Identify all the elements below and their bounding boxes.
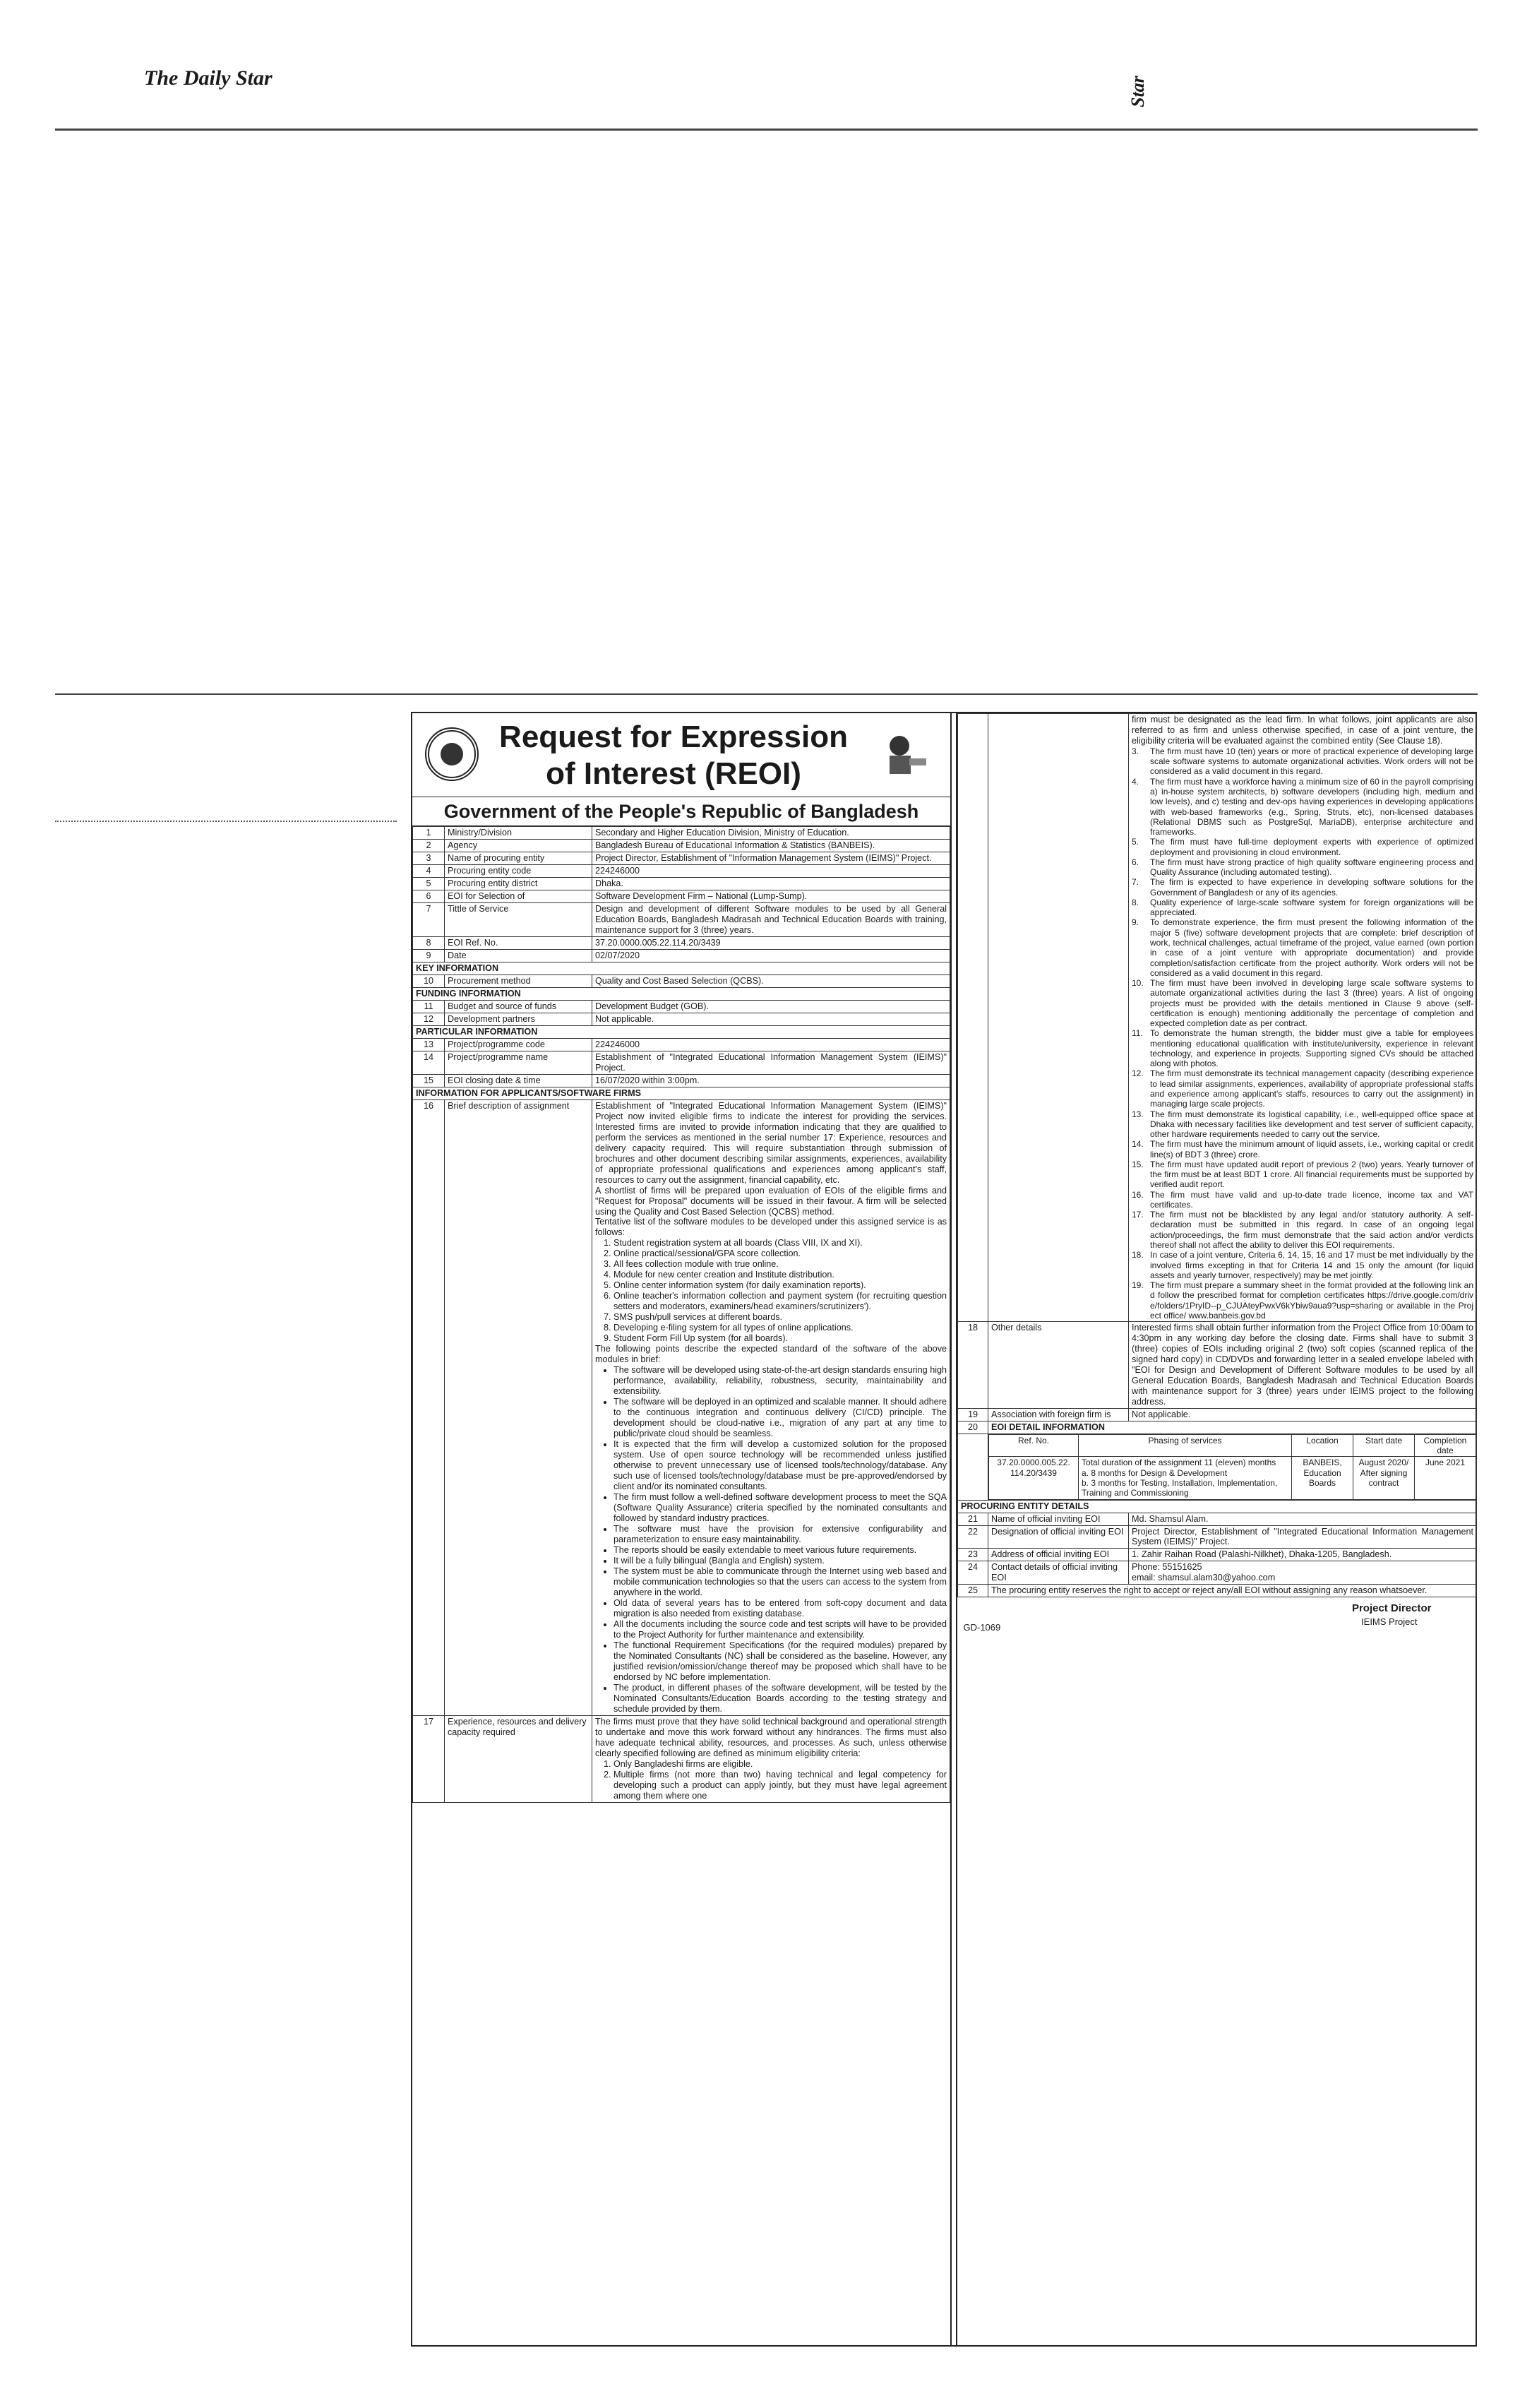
criteria-list	[595, 1759, 947, 1801]
row-label: Date	[445, 949, 592, 962]
list-item: 10. The firm must have been involved in developing large scale software systems to automate organizational activities during the last 3 (three) years. A list of ongoing projects must be provided with the details mentioned in Clause 9 above (self-certification is enough) mentioning additionally the percentage of completion and expected completion date as per contract.	[1132, 978, 1473, 1029]
section-heading: INFORMATION FOR APPLICANTS/SOFTWARE FIRMS	[413, 1087, 950, 1099]
module-list	[595, 1238, 947, 1344]
table-header	[989, 1434, 1476, 1457]
eligibility-criteria	[592, 1715, 950, 1802]
list-item: 4. Module for new center creation and Institute distribution.	[614, 1270, 947, 1280]
row-number: 20	[958, 1421, 988, 1434]
row-number: 9	[413, 949, 445, 962]
table-row	[413, 827, 950, 840]
paragraph: Establishment of "Integrated Educational Information Management System (IEIMS)" Project now invited eligible firms to indicate the interest for providing the services. Interested firms are invited to provide information indicating that they are qualified to perform the services as mentioned in the serial number 17: Experience, resources and delivery capacity required. This will require substantiation through submission of brochures and other document describing similar assignments, experiences, availability of appropriate professional qualifications and experiences among applicant's staff, resources to carry out the assignment, financial capability, etc.	[595, 1100, 947, 1185]
table-row	[413, 839, 950, 852]
table-row	[958, 1549, 1477, 1561]
row-label: EOI Ref. No.	[445, 936, 592, 949]
row-label: Budget and source of funds	[445, 1000, 592, 1013]
table-row	[413, 974, 950, 987]
list-item: 7. The firm is expected to have experience in developing software solutions for the Government of Bangladesh or any of its agencies.	[1132, 877, 1473, 898]
table-row	[413, 902, 950, 936]
table-cell: BANBEIS, Education Boards	[1292, 1457, 1353, 1499]
ad-header	[412, 713, 950, 797]
row-label: Tittle of Service	[445, 902, 592, 936]
row-label: EOI DETAIL INFORMATION	[988, 1421, 1477, 1434]
assignment-description	[592, 1099, 950, 1715]
row-number: 21	[958, 1513, 988, 1525]
list-item: 14. The firm must have the minimum amount of liquid assets, i.e., working capital or credit line(s) of BDT 3 (three) crore.	[1132, 1139, 1473, 1160]
section-heading: FUNDING INFORMATION	[413, 987, 950, 1000]
row-label: Name of procuring entity	[445, 852, 592, 864]
table-row	[413, 1051, 950, 1074]
middle-rule	[55, 693, 1478, 695]
row-label: Procuring entity code	[445, 864, 592, 877]
list-item: 5. The firm must have full-time deployment experts with experience of optimized deployment and provisioning in cloud environment.	[1132, 837, 1473, 857]
government-heading: Government of the People's Republic of Bangladesh	[412, 797, 950, 826]
paragraph: The firms must prove that they have solid technical background and operational strength to undertake and move this work forward without any hindrances. The firms must also have adequate technical ability, resources, and processes. As such, unless otherwise clearly specified following are defined as minimum eligibility criteria:	[595, 1716, 947, 1758]
government-seal-icon	[425, 727, 479, 781]
row-value: Project Director, Establishment of "Information Management System (IEIMS)" Project.	[592, 852, 950, 864]
row-number: 17	[413, 1715, 445, 1802]
top-rule	[55, 129, 1478, 131]
list-item: • Old data of several years has to be entered from soft-copy document and data migration is also needed from existing database.	[614, 1598, 947, 1619]
table-row	[413, 1038, 950, 1051]
table-row	[958, 1408, 1477, 1421]
list-item: • The functional Requirement Specifications (for the required modules) prepared by the Nominated Consultants (NC) shall be considered as the baseline. However, any justified revision/omission/change thereof may be proposed which shall have to be endorsed by NC before implementation.	[614, 1640, 947, 1683]
row-number: 3	[413, 852, 445, 864]
list-item: 6. The firm must have strong practice of high quality software engineering process and Quality Assurance (including automated testing).	[1132, 857, 1473, 878]
row-value: 224246000	[592, 1038, 950, 1051]
paragraph: The following points describe the expected standard of the software of the above modules in brief:	[595, 1344, 947, 1365]
row-value: 224246000	[592, 864, 950, 877]
list-item: • The product, in different phases of the software development, will be tested by the Nominated Consultants/Education Boards according to the testing strategy and schedule provided by them.	[614, 1683, 947, 1715]
reoi-table-left	[412, 826, 950, 1803]
table-row	[413, 852, 950, 864]
row-number: 24	[958, 1561, 988, 1585]
row-number: 16	[413, 1099, 445, 1715]
table-row	[413, 949, 950, 962]
row-label: Project/programme code	[445, 1038, 592, 1051]
row-number: 12	[413, 1013, 445, 1025]
row-label: Experience, resources and delivery capacity required	[445, 1715, 592, 1802]
row-value: Development Budget (GOB).	[592, 1000, 950, 1013]
row-value: Bangladesh Bureau of Educational Information & Statistics (BANBEIS).	[592, 839, 950, 852]
column-header: Ref. No.	[989, 1434, 1079, 1457]
row-number: 2	[413, 839, 445, 852]
table-row	[958, 1322, 1477, 1409]
standard-list	[595, 1365, 947, 1714]
table-row	[413, 1715, 950, 1802]
row-value: Md. Shamsul Alam.	[1129, 1513, 1477, 1525]
row-number: 18	[958, 1322, 988, 1409]
row-value: Phone: 55151625 email: shamsul.alam30@yahoo.com	[1129, 1561, 1477, 1585]
side-dotted-rule	[55, 821, 397, 822]
list-item: 18. In case of a joint venture, Criteria 6, 14, 15, 16 and 17 must be met individually by the involved firms excepting in that for Criteria 14 and 15 only the amount (for liquid assets and yearly turnover, respectively) may be met jointly.	[1132, 1250, 1473, 1280]
table-row	[958, 1585, 1477, 1597]
row-value: Design and development of different Software modules to be used by all General Education Boards, Bangladesh Madrasah and Technical Education Boards with training, maintenance support for 3 (three) years.	[592, 902, 950, 936]
row-number: 1	[413, 827, 445, 840]
list-item: 5. Online center information system (for daily examination reports).	[614, 1280, 947, 1291]
row-number: 6	[413, 890, 445, 902]
list-item: 16. The firm must have valid and up-to-date trade licence, income tax and VAT certificates.	[1132, 1189, 1473, 1210]
row-label: Address of official inviting EOI	[988, 1549, 1129, 1561]
table-row	[413, 1099, 950, 1715]
paragraph: Tentative list of the software modules to be developed under this assigned service is as follows:	[595, 1217, 947, 1238]
list-item: 4. The firm must have a workforce having a minimum size of 60 in the payroll comprising a) in-house system architects, b) software developers (including high, medium and low levels), and c) testing and dev-ops having experiences in developing applications with web-based frameworks (e.g., Spring, Struts, etc), non-licensed databases (Relational DBMS such as PostgreSql, MariaDB), enterprise architecture and frameworks.	[1132, 776, 1473, 838]
row-label: Contact details of official inviting EOI	[988, 1561, 1129, 1585]
row-number: 14	[413, 1051, 445, 1074]
eoi-detail-table	[988, 1434, 1476, 1500]
list-item: 8. Developing e-filing system for all types of online applications.	[614, 1323, 947, 1333]
list-item: 11. To demonstrate the human strength, the bidder must give a table for employees mentioning educational qualification with institute/university, experience in relevant technology, and experience in projects. Supporting signed CVs should be attached along with photos.	[1132, 1028, 1473, 1069]
list-item: 1. Student registration system at all boards (Class VIII, IX and XI).	[614, 1238, 947, 1248]
row-value: Quality and Cost Based Selection (QCBS).	[592, 974, 950, 987]
row-number: 11	[413, 1000, 445, 1013]
list-item: • The firm must follow a well-defined software development process to meet the SQA (Software Quality Assurance) criteria specified by the nominated consultants and followed by standard industry practices.	[614, 1492, 947, 1524]
list-item: • It will be a fully bilingual (Bangla and English) system.	[614, 1556, 947, 1566]
row-number: 15	[413, 1074, 445, 1087]
row-value: Project Director, Establishment of "Integrated Educational Information Management System (IEIMS)" Project.	[1129, 1525, 1477, 1549]
list-item: • The software will be developed using state-of-the-art design standards ensuring high performance, availability, reliability, robustness, security, maintainability and extensibility.	[614, 1365, 947, 1397]
table-row	[413, 877, 950, 890]
table-row	[958, 1561, 1477, 1585]
row-number: 25	[958, 1585, 988, 1597]
paragraph: A shortlist of firms will be prepared upon evaluation of EOIs of the eligible firms and "Request for Proposal" documents will be issued in their favour. A firm will be selected using the Quality and Cost Based Selection (QCBS) method.	[595, 1185, 947, 1217]
list-item: 17. The firm must not be blacklisted by any legal and/or statutory authority. A self-declaration must be submitted in this regard. In case of an ongoing legal action/proceedings, the firm must demonstrate that the said action and/or verdicts thereof shall not affect the ability to deliver this EOI requirements.	[1132, 1210, 1473, 1250]
row-number: 4	[413, 864, 445, 877]
table-cell: 37.20.0000.005.22. 114.20/3439	[989, 1457, 1079, 1499]
reoi-advertisement	[411, 712, 1477, 2347]
section-heading: PROCURING ENTITY DETAILS	[958, 1500, 1477, 1513]
list-item: 13. The firm must demonstrate its logistical capability, i.e., well-equipped office space at Dhaka with necessary facilities like development and test server of sufficient capacity, other hardware requirements needed to carry out the service.	[1132, 1109, 1473, 1140]
row-value: Software Development Firm – National (Lump-Sump).	[592, 890, 950, 902]
list-item: 2. Online practical/sessional/GPA score collection.	[614, 1248, 947, 1259]
list-item: 3. All fees collection module with true online.	[614, 1259, 947, 1270]
table-cell: August 2020/ After signing contract	[1353, 1457, 1415, 1499]
list-item: 7. SMS push/pull services at different boards.	[614, 1312, 947, 1323]
mujib-year-logo-icon	[878, 730, 928, 780]
row-label: Designation of official inviting EOI	[988, 1525, 1129, 1549]
row-value: Interested firms shall obtain further information from the Project Office from 10:00am to 4:30pm in any working day before the closing date. Firms shall have to submit 3 (three) copies of EOIs including original 2 (two) soft copies (scanned replica of the signed hard copy) in CD/DVDs and forwarding letter in a sealed envelope labeled with "EOI for Design and Development of Different Software modules to be used by all General Education Boards, Bangladesh Madrasah and Technical Education Boards with maintenance support for 3 (three) years under IEIMS project to the following address.	[1129, 1322, 1477, 1409]
table-cell: Total duration of the assignment 11 (eleven) months a. 8 months for Design & Development b. 3 months for Testing, Installation, Implementation, Training and Commissioning	[1079, 1457, 1292, 1499]
row-number: 23	[958, 1549, 988, 1561]
column-header: Completion date	[1415, 1434, 1476, 1457]
list-item: • The system must be able to communicate through the Internet using web based and mobile communication technologies so that the users can access to the system from anywhere in the world.	[614, 1566, 947, 1598]
column-header: Phasing of services	[1079, 1434, 1292, 1457]
reoi-table-right	[957, 713, 1477, 1645]
gd-code: GD-1069	[963, 1622, 1001, 1633]
list-item: 6. Online teacher's information collection and payment system (for recruiting question setters and moderators, examiners/head examiners/scrutinizers').	[614, 1291, 947, 1312]
list-item: 9. Student Form Fill Up system (for all boards).	[614, 1333, 947, 1344]
table-row	[413, 1000, 950, 1013]
list-item: 15. The firm must have updated audit report of previous 2 (two) years. Yearly turnover of the firm must be at least BDT 1 crore. All financial requirements must be supported by verified audit report.	[1132, 1159, 1473, 1190]
criteria-continued	[1129, 714, 1477, 1322]
table-row	[958, 1421, 1477, 1434]
row-value: Secondary and Higher Education Division, Ministry of Education.	[592, 827, 950, 840]
row-value: Dhaka.	[592, 877, 950, 890]
list-item: • The software must have the provision for extensive configurability and parameterization to ensure easy maintainability.	[614, 1524, 947, 1545]
row-label: Association with foreign firm is	[988, 1408, 1129, 1421]
row-number: 7	[413, 902, 445, 936]
list-item: 3. The firm must have 10 (ten) years or more of practical experience of developing large scale software systems to automate organizational activities. Work orders will not be considered as a valid document in this regard.	[1132, 746, 1473, 777]
list-item: • It is expected that the firm will develop a customized solution for the proposed system. Use of open source technology will be recommended unless justified otherwise to prevent unnecessary use of licensed tools/technology/database. Any such use of licensed tools/technology/database must be pre-approved/endorsed by client and/or its nominated consultants.	[614, 1439, 947, 1492]
row-label: EOI for Selection of	[445, 890, 592, 902]
row-number: 8	[413, 936, 445, 949]
row-value: 37.20.0000.005.22.114.20/3439	[592, 936, 950, 949]
list-item: 9. To demonstrate experience, the firm must present the following information of the major 5 (five) software development projects that are complete: brief description of work, technical challenges, actual timeframe of the project, value earned (own portion in case of a joint venture with appropriate documentation) and provide completion/satisfaction certificate from the project authority. Work orders will not be considered as a valid document in this regard.	[1132, 917, 1473, 978]
table-row	[958, 1513, 1477, 1525]
table-row	[413, 1074, 950, 1087]
list-item: 8. Quality experience of large-scale software system for foreign organizations will be appreciated.	[1132, 897, 1473, 918]
eoi-detail-row	[958, 1434, 1477, 1500]
section-heading: PARTICULAR INFORMATION	[413, 1025, 950, 1038]
ad-title: Request for Expression of Interest (REOI)	[499, 720, 848, 791]
row-value: The procuring entity reserves the right to accept or reject any/all EOI without assigning any reason whatsoever.	[988, 1585, 1477, 1597]
left-column	[412, 713, 952, 2345]
row-label: Development partners	[445, 1013, 592, 1025]
signature-subtitle: IEIMS Project	[1361, 1616, 1418, 1628]
table-row	[958, 1525, 1477, 1549]
list-item: • All the documents including the source code and test scripts will have to be provided to the Project Authority for further maintenance and extensibility.	[614, 1619, 947, 1640]
row-label: Ministry/Division	[445, 827, 592, 840]
table-row	[989, 1457, 1476, 1499]
table-row	[958, 714, 1477, 1322]
table-row	[413, 864, 950, 877]
column-header: Start date	[1353, 1434, 1415, 1457]
row-value: 02/07/2020	[592, 949, 950, 962]
list-item: 2. Multiple firms (not more than two) having technical and legal competency for developing such a product can apply jointly, but they must have legal agreement among them where one	[614, 1770, 947, 1801]
newspaper-emblem: Star	[1127, 76, 1148, 107]
paragraph: firm must be designated as the lead firm. In what follows, joint applicants are also referred to as firm and unless otherwise specified, in case of a joint venture, the eligibility criteria will be evaluated against the combined entity (See Clause 18).	[1132, 715, 1473, 746]
row-label: EOI closing date & time	[445, 1074, 592, 1087]
row-label: Name of official inviting EOI	[988, 1513, 1129, 1525]
row-value: Not applicable.	[1129, 1408, 1477, 1421]
row-value: Establishment of "Integrated Educational Information Management System (IEIMS)" Project.	[592, 1051, 950, 1074]
criteria-list	[1132, 746, 1473, 1321]
row-label: Brief description of assignment	[445, 1099, 592, 1715]
table-row	[413, 890, 950, 902]
row-label: Procuring entity district	[445, 877, 592, 890]
row-number: 10	[413, 974, 445, 987]
row-value: Not applicable.	[592, 1013, 950, 1025]
signature-title: Project Director	[1351, 1602, 1432, 1615]
row-value: 1. Zahir Raihan Road (Palashi-Nilkhet), Dhaka-1205, Bangladesh.	[1129, 1549, 1477, 1561]
row-number: 13	[413, 1038, 445, 1051]
table-row	[413, 1013, 950, 1025]
section-heading: KEY INFORMATION	[413, 962, 950, 974]
right-column	[956, 713, 1477, 2345]
row-number: 22	[958, 1525, 988, 1549]
column-header: Location	[1292, 1434, 1353, 1457]
list-item: • The reports should be easily extendable to meet various future requirements.	[614, 1545, 947, 1556]
row-number: 5	[413, 877, 445, 890]
row-label: Agency	[445, 839, 592, 852]
row-label: Other details	[988, 1322, 1129, 1409]
row-number: 19	[958, 1408, 988, 1421]
table-cell: June 2021	[1415, 1457, 1476, 1499]
row-label: Procurement method	[445, 974, 592, 987]
newspaper-name: The Daily Star	[144, 66, 273, 90]
row-value: 16/07/2020 within 3:00pm.	[592, 1074, 950, 1087]
table-row	[413, 936, 950, 949]
list-item: 12. The firm must demonstrate its technical management capacity (describing experience to lead similar assignments, experiences, availability of appropriate professional staffs and experience among applicant's staffs, resources to carry out the assignment) in managing large scale projects.	[1132, 1068, 1473, 1109]
list-item: • The software will be deployed in an optimized and scalable manner. It should adhere to the continuous integration and continuous delivery (CI/CD) principle. The development should be cloud-native i.e., migration of any part at any time to public/private cloud should be seamless.	[614, 1397, 947, 1439]
signature-row	[958, 1597, 1477, 1646]
row-label: Project/programme name	[445, 1051, 592, 1074]
list-item: 19. The firm must prepare a summary sheet in the format provided at the following link and follow the prescribed format for completion certificates https://drive.google.com/drive/folders/1PryID--p_CJUAteyPwxV6kYbiw9aua9?usp=sharing or available in the Project office/ www.banbeis.gov.bd	[1132, 1280, 1473, 1321]
list-item: 1. Only Bangladeshi firms are eligible.	[614, 1759, 947, 1770]
